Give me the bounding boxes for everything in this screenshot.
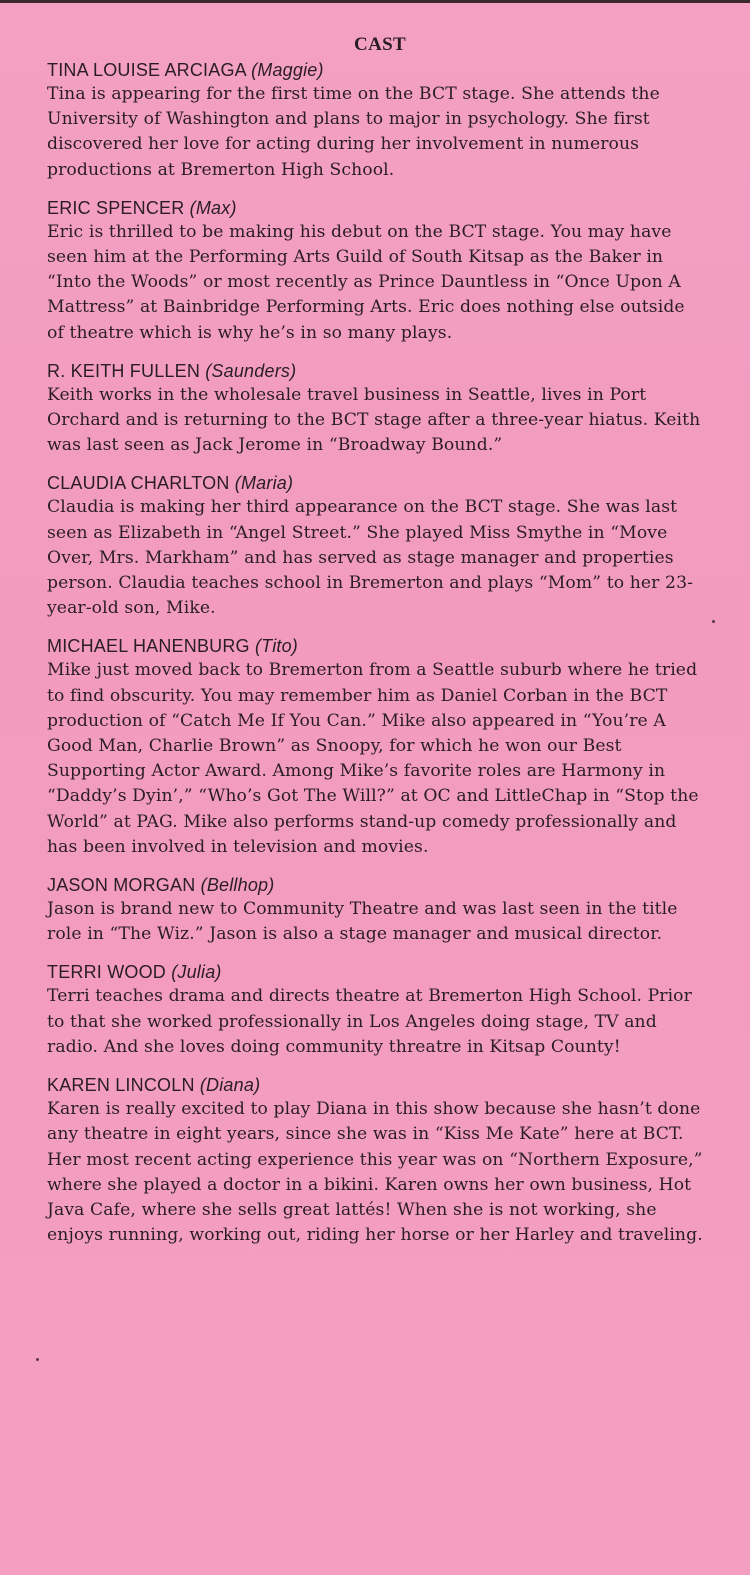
cast-member-role: (Bellhop) <box>200 875 275 896</box>
cast-member-name: ERIC SPENCER <box>47 197 185 218</box>
cast-member-role: (Max) <box>189 197 237 218</box>
cast-member-role: (Diana) <box>199 1075 261 1096</box>
cast-entry <box>47 960 707 1060</box>
cast-member-name: TERRI WOOD <box>47 962 166 983</box>
cast-entry <box>47 873 707 947</box>
cast-member-name: CLAUDIA CHARLTON <box>47 473 230 494</box>
cast-member-name: R. KEITH FULLEN <box>47 360 201 381</box>
cast-heading: CAST <box>354 34 406 55</box>
cast-entry <box>47 359 707 459</box>
cast-entry <box>47 471 707 621</box>
cast-member-bio: Karen is really excited to play Diana in this show because she hasn’t done any theatre in eight years, since she was in “Kiss Me Kate” here at BCT. Her most recent acting experience this year was on “Northern Exposure,” where she played a doctor in a bikini. Karen owns her own business, Hot Java Cafe, where she sells great lattés! When she is not working, she enjoys running, working out, riding her horse or her Harley and traveling. <box>47 1099 703 1246</box>
cast-member-bio: Mike just moved back to Bremerton from a Seattle suburb where he tried to find obscurity. You may remember him as Daniel Corban in the BCT production of “Catch Me If You Can.” Mike also appeared in “You’re A Good Man, Charlie Brown” as Snoopy, for which he won our Best Supporting Actor Award. Among Mike’s favorite roles are Harmony in “Daddy’s Dyin’,” “Who’s Got The Will?” at OC and LittleChap in “Stop the World” at PAG. Mike also performs stand-up comedy professionally and has been involved in television and movies. <box>47 660 699 857</box>
cast-name-line <box>47 471 707 495</box>
paper-speck <box>36 1358 39 1361</box>
cast-entry <box>47 1073 707 1248</box>
cast-entry <box>47 196 707 346</box>
cast-member-role: (Julia) <box>171 962 222 983</box>
cast-member-bio: Jason is brand new to Community Theatre and was last seen in the title role in “The Wiz.” Jason is also a stage manager and musical director. <box>47 899 678 945</box>
cast-member-role: (Maria) <box>234 473 294 494</box>
cast-name-line <box>47 634 707 658</box>
cast-name-line <box>47 1073 707 1097</box>
cast-member-role: (Tito) <box>254 636 299 657</box>
cast-member-name: KAREN LINCOLN <box>47 1075 195 1096</box>
cast-member-name: TINA LOUISE ARCIAGA <box>47 60 246 80</box>
cast-name-line <box>47 359 707 383</box>
cast-member-name: JASON MORGAN <box>47 875 196 896</box>
cast-section <box>47 30 707 1261</box>
cast-name-line <box>47 873 707 897</box>
cast-member-bio: Keith works in the wholesale travel business in Seattle, lives in Port Orchard and is returning to the BCT stage after a three-year hiatus. Keith was last seen as Jack Jerome in “Broadway Bound.” <box>47 384 701 456</box>
cast-name-line <box>47 960 707 984</box>
cast-member-role: (Saunders) <box>205 360 297 381</box>
cast-member-bio: Terri teaches drama and directs theatre at Bremerton High School. Prior to that she worked professionally in Los Angeles doing stage, TV and radio. And she loves doing community threatre in Kitsap County! <box>47 986 692 1057</box>
cast-name-line <box>47 58 707 82</box>
cast-member-bio: Tina is appearing for the first time on the BCT stage. She attends the University of Washington and plans to major in psychology. She first discovered her love for acting during her involvement in numerous productions at Bremerton High School. <box>47 84 660 180</box>
paper-speck <box>712 620 715 623</box>
cast-name-line <box>47 196 707 220</box>
cast-member-bio: Eric is thrilled to be making his debut on the BCT stage. You may have seen him at the Performing Arts Guild of South Kitsap as the Baker in “Into the Woods” or most recently as Prince Dauntless in “Once Upon A Mattress” at Bainbridge Performing Arts. Eric does nothing else outside of theatre which is why he’s in so many plays. <box>47 221 685 343</box>
cast-member-role: (Maggie) <box>251 60 324 80</box>
cast-entry <box>47 634 707 860</box>
cast-member-name: MICHAEL HANENBURG <box>47 636 250 657</box>
cast-member-bio: Claudia is making her third appearance on the BCT stage. She was last seen as Elizabeth in “Angel Street.” She played Miss Smythe in “Move Over, Mrs. Markham” and has served as stage manager and properties person. Claudia teaches school in Bremerton and plays “Mom” to her 23-year-old son, Mike. <box>47 497 694 619</box>
cast-entry <box>47 58 707 183</box>
page-top-edge <box>0 0 750 3</box>
